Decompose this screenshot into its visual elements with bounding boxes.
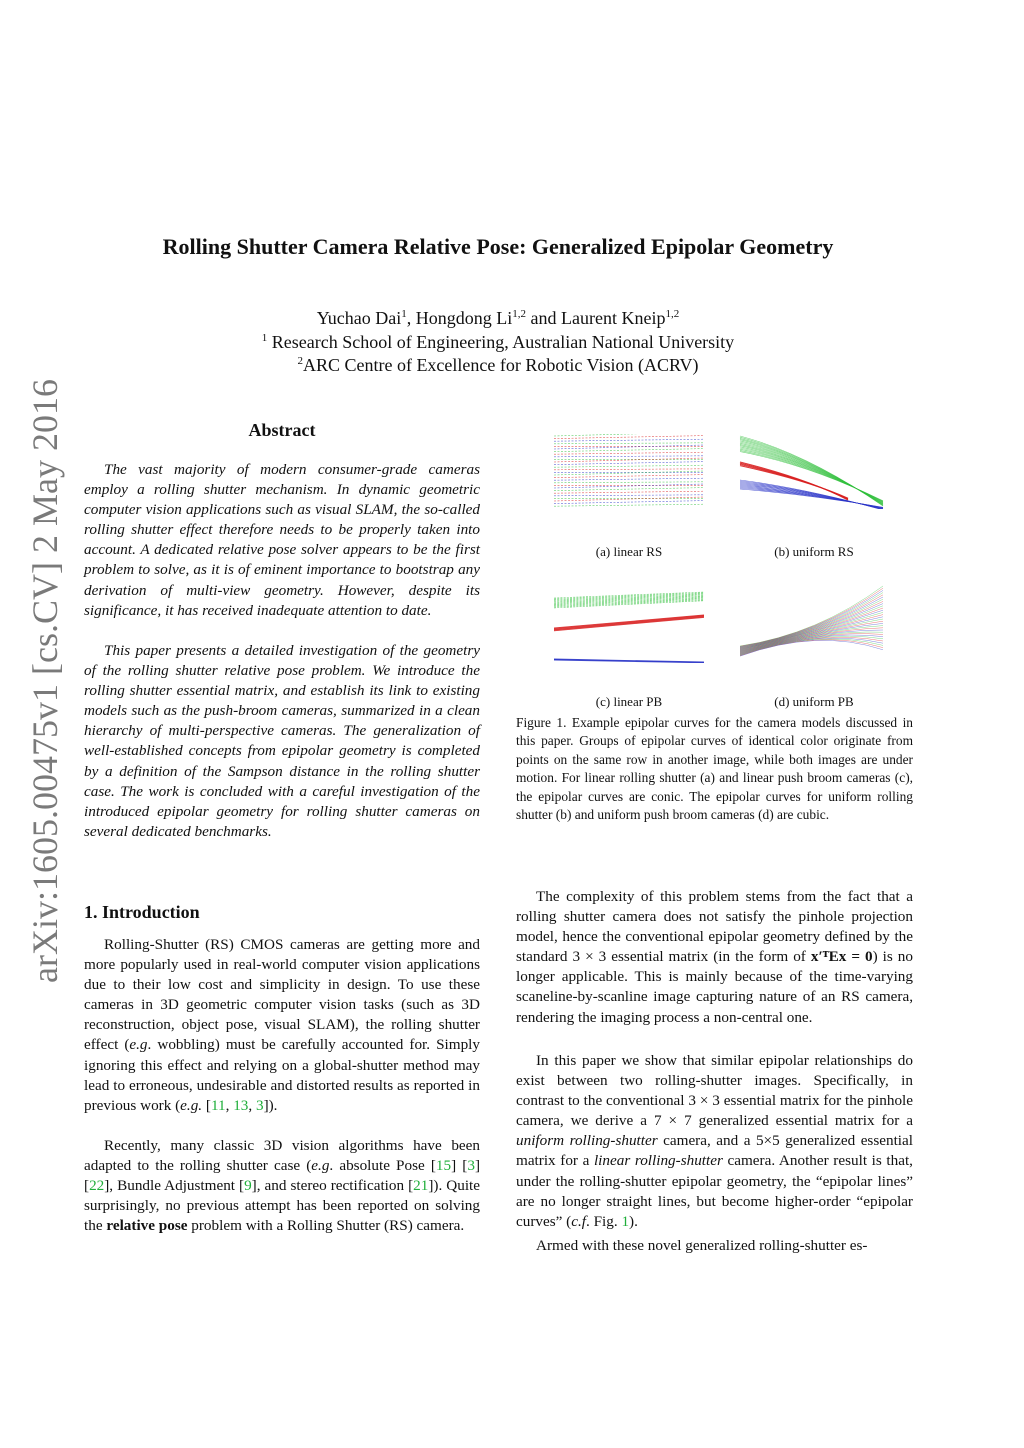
body-paragraph [516, 1051, 913, 1232]
text-run: e.g [129, 1036, 148, 1054]
body-paragraph: Rolling-Shutter (RS) CMOS cameras are getting more and more popularly used in real-world computer vision applications due to their low cost and simplicity in design. To use these cameras in 3D geometric computer vision tasks (such as 3D reconstruction, object pose, visual SLAM), the rolling shutter effect (e.g. wobbling) must be carefully accounted for. Simply ignoring this effect and relying on a global-shutter method may lead to erroneous, undesirable and distorted results as reported in previous work (e.g. [11, 13, 3]). [84, 936, 480, 1114]
epipolar-curve [554, 445, 704, 449]
text-run: ). [629, 1212, 638, 1230]
epipolar-curve [554, 465, 704, 467]
epipolar-curve [554, 484, 704, 488]
author-affil-mark: 1,2 [665, 308, 680, 320]
epipolar-curve [740, 601, 883, 648]
text-run: problem with a Rolling Shutter (RS) camera. [187, 1217, 465, 1235]
text-run: Rolling-Shutter (RS) CMOS cameras are getting more and more popularly used in real-world computer vision applications due to their low cost and simplicity in design. To use these cameras in 3D geometric computer vision tasks (such as 3D reconstruction, object pose, visual SLAM), the rolling shutter effect ( [84, 936, 480, 1054]
text-run: c.f [571, 1212, 586, 1230]
text-run: ], Bundle Adjustment [ [104, 1177, 245, 1195]
epipolar-curve [554, 475, 704, 478]
epipolar-curve [554, 449, 704, 452]
citation-link[interactable]: 21 [413, 1177, 429, 1195]
section-heading: 1. Introduction [84, 902, 200, 922]
author-affil-mark: 1,2 [512, 308, 526, 320]
subcaption-c: (c) linear PB [595, 694, 663, 709]
figure-panel-linear-pb [554, 588, 704, 663]
subcaption-d: (d) uniform PB [774, 694, 854, 709]
epipolar-curve [554, 615, 704, 628]
abstract-heading: Abstract [248, 420, 316, 440]
author-separator: , [406, 308, 416, 328]
arxiv-identifier: arXiv:1605.00475v1 [cs.CV] 2 May 2016 [25, 379, 65, 983]
text-run: Recently, many classic 3D vision algorithms have been adapted to the rolling shutter case ( [84, 1137, 480, 1175]
text-run: ) is no longer applicable. This is mainly because of the time-varying scaneline-by-scanline image capturing nature of an RS camera, rendering the imaging process a non-central one. [516, 948, 913, 1026]
citation-link[interactable]: 3 [255, 1096, 264, 1114]
epipolar-curve [554, 617, 704, 630]
figure-panel-uniform-pb [738, 584, 888, 659]
figure-reference-link[interactable]: 1 [621, 1212, 630, 1230]
epipolar-curve [554, 616, 704, 629]
abstract-paragraph: This paper presents a detailed investigation of the geometry of the rolling shutter relative pose problem. We introduce the rolling shutter essential matrix, and establish its link to existing models such as the push-broom cameras, summarized in a clean hierarchy of multi-perspective cameras. The generalization of well-established concepts from epipolar geometry is completed by a definition of the Sampson distance in the rolling shutter case. The work is concluded with a careful investigation of the introduced epipolar geometry for rolling shutter cameras on several dedicated benchmarks. [84, 642, 480, 840]
affiliation-mark: 2 [297, 355, 303, 367]
text-run: e.g [311, 1157, 330, 1175]
epipolar-curve [554, 491, 704, 493]
abstract-paragraph: The vast majority of modern consumer-grade cameras employ a rolling shutter mechanism. In dynamic geometric computer vision applications such as visual SLAM, the so-called rolling shutter effect therefore needs to be properly taken into account. A dedicated relative pose solver appears to be the first problem to solve, as it is of eminent importance to bootstrap any derivation of multi-view geometry. However, despite its significance, it has received inadequate attention to date. [84, 461, 480, 619]
author-separator: and [526, 308, 561, 328]
author-affil-mark: 1 [401, 308, 407, 320]
text-run: camera. Another result is that, under the rolling-shutter epipolar geometry, the “epipolar lines” are no longer straight lines, but become higher-order “epipolar curves” ( [516, 1152, 913, 1230]
epipolar-curve [554, 616, 704, 629]
author-name: Laurent Kneip [561, 308, 666, 328]
text-run: uniform rolling-shutter [516, 1132, 658, 1150]
text-run: ]). [263, 1096, 278, 1114]
figure-caption: Figure 1. Example epipolar curves for the camera models discussed in this paper. Groups of epipolar curves of identical color originate from points on the same row in another image, while both images are under motion. For linear rolling shutter (a) and linear push broom cameras (c), the epipolar curves are conic. The epipolar curves for uniform rolling shutter (b) and uniform push broom cameras (d) are cubic. [516, 715, 913, 823]
epipolar-curve [554, 593, 704, 599]
citation-link[interactable]: 15 [435, 1157, 452, 1175]
text-run: ] [ [451, 1157, 468, 1175]
affiliation-mark: 1 [261, 332, 268, 344]
text-run: ] [ [84, 1157, 480, 1195]
epipolar-curve [554, 471, 704, 475]
epipolar-curve [554, 592, 704, 598]
paper-title: Rolling Shutter Camera Relative Pose: Generalized Epipolar Geometry [162, 234, 834, 259]
epipolar-curve [554, 594, 704, 600]
affiliation-text: ARC Centre of Excellence for Robotic Vision (ACRV) [302, 355, 699, 375]
epipolar-curve [554, 497, 704, 501]
affiliation-text: Research School of Engineering, Australian National University [267, 332, 735, 352]
text-run: . absolute Pose [ [329, 1157, 436, 1175]
equation-inline: x′ᵀEx = 0 [810, 948, 873, 966]
epipolar-curve [554, 488, 704, 491]
text-run: In this paper we show that similar epipolar relationships do exist between two rolling-shutter images. Specifically, in contrast to the conventional 3 × 3 essential matrix for the pinhole camera, we derive a 7 × 7 generalized essential matrix for a [516, 1052, 913, 1130]
text-run: The complexity of this problem stems from the fact that a rolling shutter camera does not satisfy the pinhole projection model, hence the conventional epipolar geometry defined by the standard 3 × 3 essential matrix (in the form of [516, 888, 913, 966]
epipolar-curve [554, 595, 704, 601]
figure-panel-linear-rs [554, 434, 704, 509]
citation-link[interactable]: 13 [233, 1096, 249, 1114]
epipolar-curve [554, 495, 704, 496]
epipolar-curve [554, 439, 704, 441]
author-name: Yuchao Dai [316, 308, 402, 328]
citation-link[interactable]: 11 [210, 1096, 226, 1114]
text-run: ]). Quite surprisingly, no previous attempt has been reported on solving the [84, 1177, 480, 1235]
figure-1 [516, 428, 913, 848]
body-paragraph: Armed with these novel generalized rolling-shutter es- [536, 1237, 868, 1254]
body-paragraph [516, 887, 913, 1028]
epipolar-curve [554, 594, 704, 600]
subcaption-a: (a) linear RS [595, 544, 663, 559]
citation-link[interactable]: 22 [89, 1177, 105, 1195]
author-name: Hongdong Li [415, 308, 513, 328]
epipolar-curve [554, 469, 704, 470]
epipolar-curve [554, 478, 704, 480]
epipolar-curve [554, 501, 704, 504]
text-run: camera, and a 5×5 generalized essential matrix for a [516, 1132, 913, 1170]
epipolar-curve [554, 482, 704, 483]
text-run: . Fig. [586, 1212, 622, 1230]
text-run: linear rolling-shutter [593, 1152, 723, 1170]
text-run: [ [202, 1096, 211, 1114]
citation-link[interactable]: 9 [244, 1177, 252, 1195]
text-run: ], and stereo rectification [ [251, 1177, 414, 1195]
text-run: e.g. [180, 1096, 203, 1114]
text-run: . wobbling) must be carefully accounted for. Simply ignoring this effect and relying on a global-shutter method may lead to erroneous, undesirable and distorted results as reported in previous work ( [84, 1036, 480, 1114]
epipolar-curve [554, 452, 704, 454]
epipolar-curve [554, 617, 704, 630]
body-paragraph [84, 1136, 480, 1236]
epipolar-curve [740, 615, 883, 651]
citation-link[interactable]: 3 [467, 1157, 475, 1175]
epipolar-curve [554, 434, 704, 436]
subcaption-b: (b) uniform RS [774, 544, 854, 559]
figure-panel-uniform-rs [738, 434, 888, 509]
epipolar-curve [554, 436, 704, 439]
affiliation [60, 349, 936, 377]
text-run: relative pose [106, 1217, 188, 1235]
epipolar-curve [554, 462, 704, 465]
epipolar-curve [554, 458, 704, 462]
epipolar-curve [554, 443, 704, 444]
epipolar-curve [554, 456, 704, 457]
epipolar-curve [554, 504, 704, 506]
